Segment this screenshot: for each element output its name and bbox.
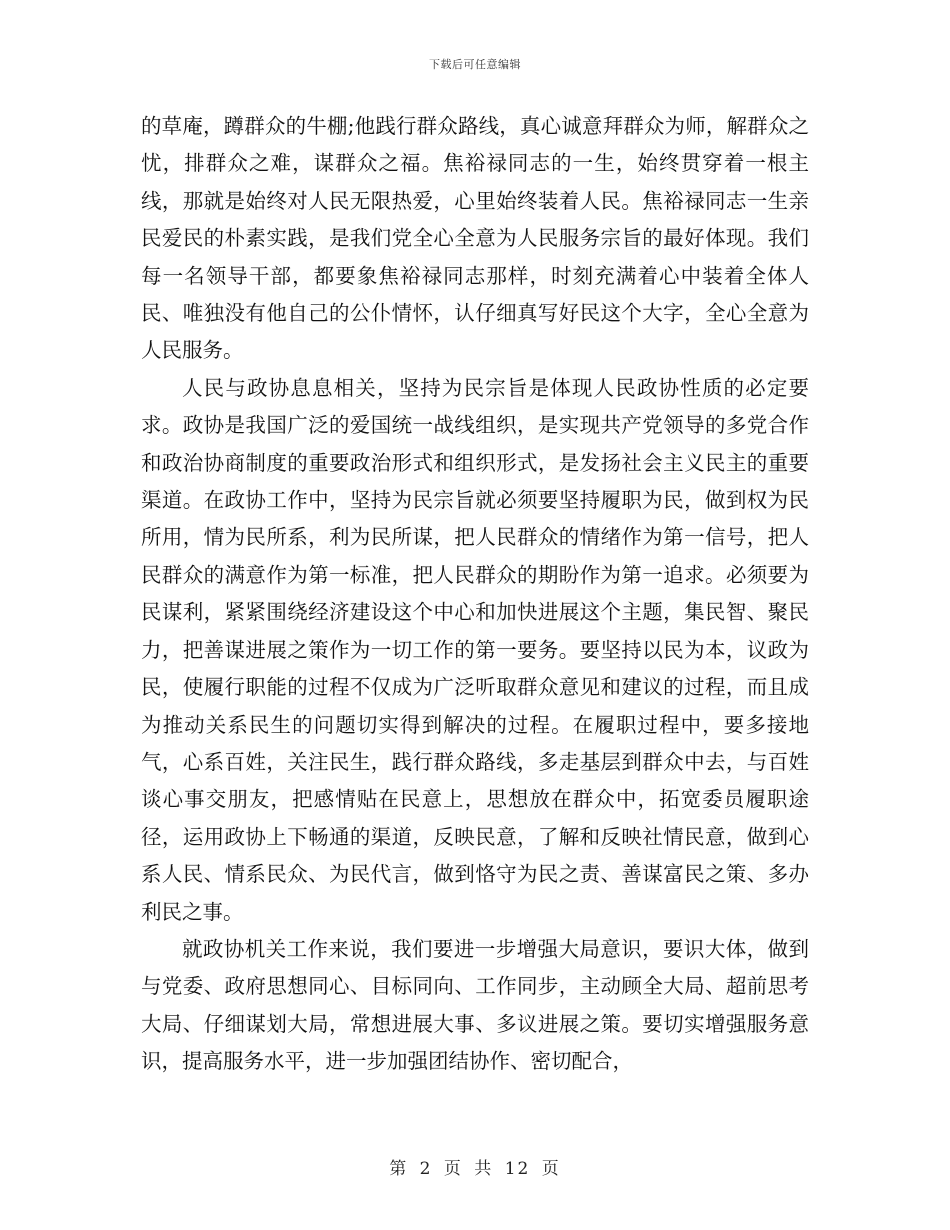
document-body [141, 108, 809, 1081]
page-number-footer: 第 2 页 共 12 页 [389, 1159, 561, 1179]
paragraph-1: 的草庵，蹲群众的牛棚;他践行群众路线，真心诚意拜群众为师，解群众之忧，排群众之难，谋群众之福。焦裕禄同志的一生，始终贯穿着一根主线，那就是始终对人民无限热爱，心里始终装着人民。焦裕禄同志一生亲民爱民的朴素实践，是我们党全心全意为人民服务宗旨的最好体现。我们每一名领导干部，都要象焦裕禄同志那样，时刻充满着心中装着全体人民、唯独没有他自己的公仆情怀，认仔细真写好民这个大字，全心全意为人民服务。 [141, 114, 809, 363]
paragraph-2: 人民与政协息息相关，坚持为民宗旨是体现人民政协性质的必定要求。政协是我国广泛的爱国统一战线组织，是实现共产党领导的多党合作和政治协商制度的重要政治形式和组织形式，是发扬社会主义民主的重要渠道。在政协工作中，坚持为民宗旨就必须要坚持履职为民，做到权为民所用，情为民所系，利为民所谋，把人民群众的情绪作为第一信号，把人民群众的满意作为第一标准，把人民群众的期盼作为第一追求。必须要为民谋利，紧紧围绕经济建设这个中心和加快进展这个主题，集民智、聚民力，把善谋进展之策作为一切工作的第一要务。要坚持以民为本，议政为民，使履行职能的过程不仅成为广泛听取群众意见和建议的过程，而且成为推动关系民生的问题切实得到解决的过程。在履职过程中，要多接地气，心系百姓，关注民生，践行群众路线，多走基层到群众中去，与百姓谈心事交朋友，把感情贴在民意上，思想放在群众中，拓宽委员履职途径，运用政协上下畅通的渠道，反映民意，了解和反映社情民意，做到心系人民、情系民众、为民代言，做到恪守为民之责、善谋富民之策、多办利民之事。 [141, 375, 809, 924]
paragraph-3: 就政协机关工作来说，我们要进一步增强大局意识，要识大体，做到与党委、政府思想同心、目标同向、工作同步，主动顾全大局、超前思考大局、仔细谋划大局，常想进展大事、多议进展之策。要切实增强服务意识，提高服务水平，进一步加强团结协作、密切配合， [141, 936, 809, 1074]
page-header-note: 下载后可任意编辑 [429, 58, 521, 71]
